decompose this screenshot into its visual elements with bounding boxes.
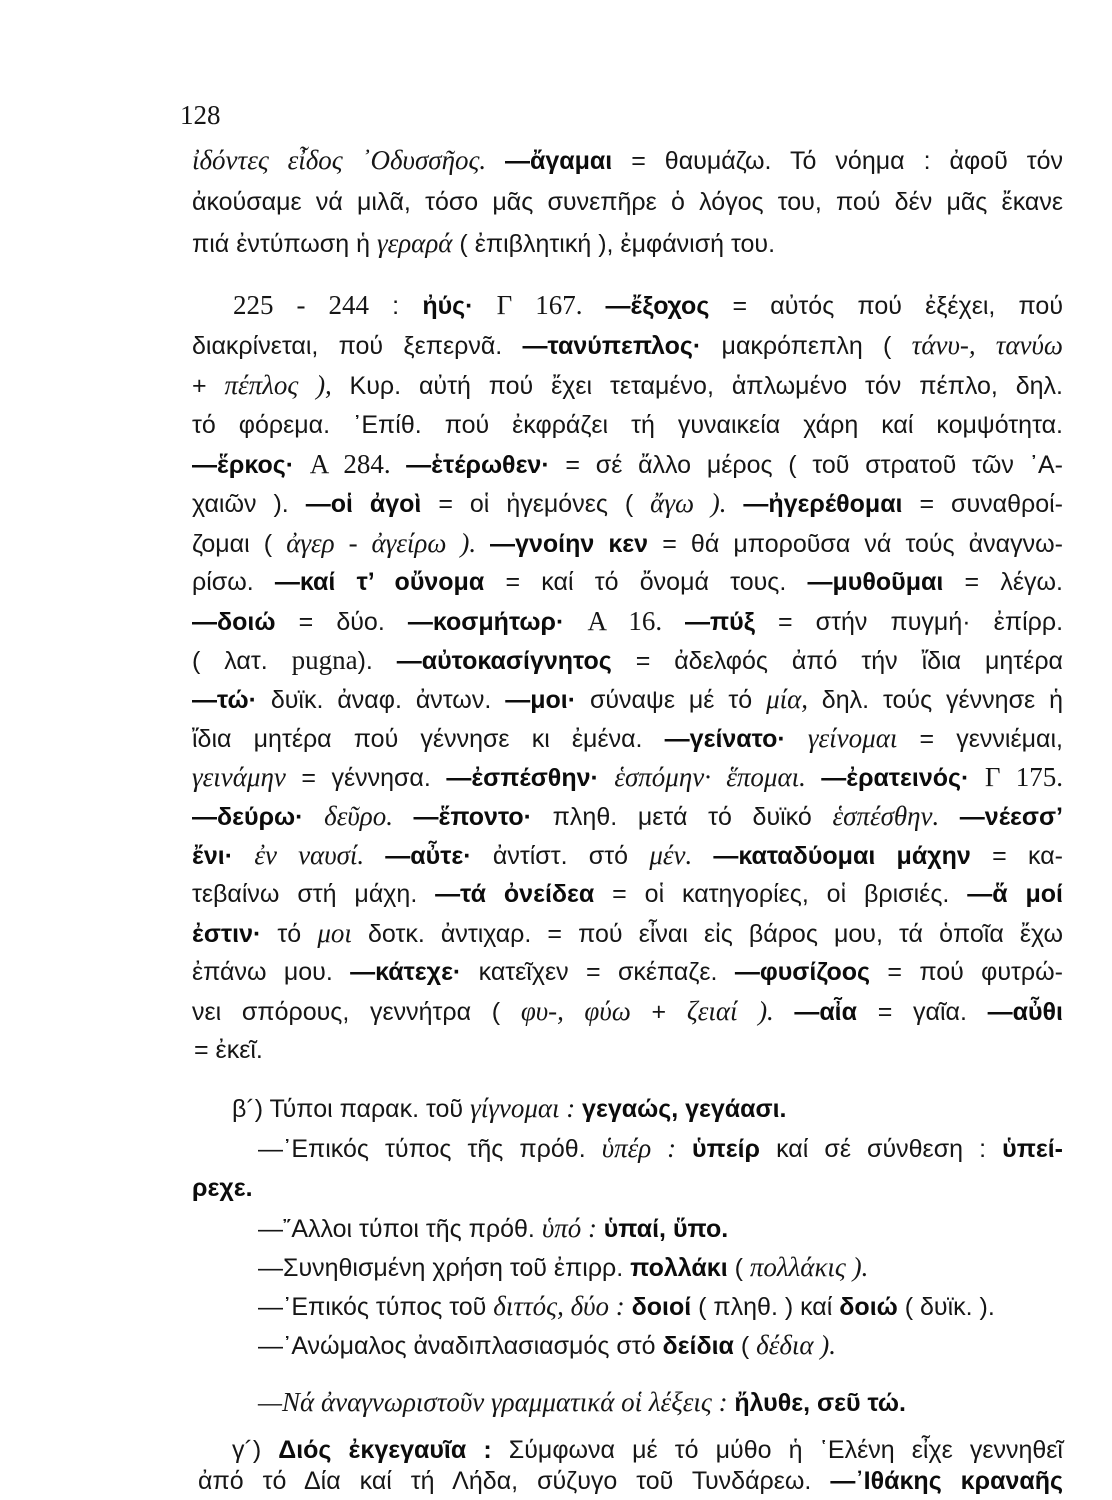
bold-term: γεγαώς, γεγάασι. (582, 1095, 787, 1123)
bold-term: ὑπεί- (1002, 1135, 1063, 1163)
regular-text: πιά ἐντύπωση ἡ (192, 230, 377, 258)
regular-text: = καί τό ὄνομά τους. (484, 568, 808, 596)
text-line (192, 799, 1063, 834)
page-number: 128 (180, 100, 221, 130)
bold-term: —ἠγερέθομαι (743, 490, 903, 518)
regular-text: ( δυϊκ. ). (897, 1293, 995, 1321)
text-line (192, 1171, 1063, 1205)
bold-term: δοιώ (839, 1293, 898, 1321)
bold-term: δοιοί (631, 1293, 692, 1321)
regular-text: πληθ. μετά τό δυϊκό (532, 803, 833, 831)
italic-text: πέπλος ), (224, 370, 350, 400)
bold-term: —αἶα (794, 998, 857, 1026)
bold-term: ὑπαί, ὕπο. (603, 1215, 729, 1243)
italic-text: ἀγερ - ἀγείρω ). (286, 528, 491, 558)
bold-term: —τά ὀνείδεα (435, 880, 595, 908)
bold-term: ἔνι· (192, 842, 255, 870)
text-line (192, 143, 1063, 178)
bold-term: —κάτεχε· (350, 958, 462, 986)
bold-term: —ἕποντο· (413, 803, 532, 831)
regular-text: = δύο. (275, 608, 408, 636)
regular-text: + (192, 372, 225, 400)
regular-text: = συναθροί- (902, 490, 1064, 518)
text-line (258, 1250, 1063, 1285)
italic-text: μία, (766, 684, 822, 714)
regular-text: διακρίνεται, πού ξεπερνᾶ. (192, 332, 523, 360)
bold-term: —ἐσπέσθην· (446, 764, 615, 792)
italic-text: μοι (317, 918, 352, 948)
italic-text: διττός, δύο : (493, 1291, 632, 1321)
regular-text: τεβαίνω στή μάχη. (192, 880, 436, 908)
italic-text: δέδια ). (756, 1330, 837, 1360)
regular-text: δηλ. τούς γέννησε ἡ (821, 686, 1063, 714)
italic-text: ὑπέρ : (601, 1133, 693, 1163)
text-line (192, 486, 1063, 521)
italic-text: ἑσπόμην· ἕπομαι. (614, 762, 822, 792)
regular-text: ( (733, 1332, 757, 1360)
serif-text: Α 16. (587, 606, 686, 636)
bold-term: —αὖθι (987, 998, 1064, 1026)
bold-term: —κοσμήτωρ· (407, 608, 588, 636)
regular-text: ζομαι ( (192, 530, 287, 558)
serif-text: Α 284. (309, 449, 407, 479)
regular-text: νει σπόρους, γεννήτρα ( (192, 998, 521, 1026)
italic-text: πολλάκις ). (749, 1252, 869, 1282)
italic-text: ἑσπέσθην. (832, 801, 960, 831)
text-line (258, 1328, 1063, 1363)
serif-text: Γ 167. (496, 290, 606, 320)
regular-text: σύναψε μέ τό (576, 686, 767, 714)
regular-text: —᾿Επικός τύπος τῆς πρόθ. (258, 1135, 602, 1163)
text-line (192, 916, 1063, 951)
regular-text: = στήν πυγμή· ἐπίρρ. (754, 608, 1064, 636)
text-line (192, 682, 1063, 717)
regular-text: —Συνηθισμένη χρήση τοῦ ἐπιρρ. (258, 1254, 631, 1282)
italic-text: φυ-, φύω (520, 996, 631, 1026)
regular-text: = ἐκεῖ. (194, 1036, 263, 1064)
regular-text: = θαυμάζω. Τό νόημα : ἀφοῦ τόν (612, 147, 1064, 175)
italic-text: μέν. (649, 840, 714, 870)
regular-text: δοτκ. ἀντιχαρ. = πού εἶναι εἰς βάρος μου, τά ὁποῖα ἔχω (351, 920, 1064, 948)
bold-term: —᾿Ιθάκης κραναῆς (830, 1467, 1063, 1495)
text-line (192, 760, 1063, 795)
regular-text: = οἱ κατηγορίες, οἱ βρισιές. (594, 880, 968, 908)
italic-text: ἄγω ). (650, 488, 744, 518)
regular-text: = γέννησα. (285, 764, 447, 792)
regular-text: Σύμφωνα μέ τό μύθο ἡ ῾Ελένη εἶχε γεννηθεῖ (491, 1436, 1063, 1464)
italic-text: τάνυ-, τανύω (911, 330, 1063, 360)
text-line (192, 328, 1063, 363)
regular-text: μακρόπεπλη ( (721, 332, 912, 360)
regular-text: ( (727, 1254, 750, 1282)
italic-text: γίγνομαι : (470, 1093, 583, 1123)
regular-text: ἀντίστ. στό (471, 842, 650, 870)
regular-text: ( ἐπιβλητική ), ἐμφάνισή του. (452, 230, 776, 258)
italic-text: γεινάμην (192, 762, 286, 792)
text-line (258, 1211, 1063, 1246)
bold-term: —πύξ (685, 608, 755, 636)
regular-text: καί σέ σύνθεση : (760, 1135, 1003, 1163)
regular-text: : (368, 292, 423, 320)
regular-text: Κυρ. αὐτή πού ἔχει τεταμένο, ἁπλωμένο τόν πέπλο, δηλ. (349, 372, 1063, 400)
regular-text: = αὐτός πού ἐξέχει, πού (709, 292, 1064, 320)
regular-text: = σέ ἄλλο μέρος ( τοῦ στρατοῦ τῶν ᾿Α- (549, 451, 1064, 479)
bold-term: —ἕρκος· (192, 451, 310, 479)
bold-term: —μοι· (505, 686, 577, 714)
bold-term: —δεύρω· (192, 803, 325, 831)
text-line (232, 1091, 1063, 1126)
italic-text: ζειαί ). (686, 996, 795, 1026)
regular-text: ( πληθ. ) καί (691, 1293, 840, 1321)
regular-text: ἀπό τό Δία καί τή Λήδα, σύζυγο τοῦ Τυνδάρεω. (198, 1467, 831, 1495)
regular-text: β´) Τύποι παρακ. τοῦ (232, 1095, 471, 1123)
bold-term: —ἅ μοί (967, 880, 1063, 908)
bold-term: —καταδύομαι μάχην (713, 842, 971, 870)
bold-term: —νέεσσ’ (959, 803, 1063, 831)
bold-term: —δοιώ (192, 608, 276, 636)
regular-text: —᾿Επικός τύπος τοῦ (258, 1293, 494, 1321)
bold-term: —τώ· (192, 686, 257, 714)
bold-term: —φυσίζοος (734, 958, 870, 986)
bold-term: —τανύπεπλος· (522, 332, 722, 360)
text-line (198, 1464, 1063, 1498)
regular-text: = οἱ ἡγεμόνες ( (421, 490, 651, 518)
bold-term: —ἔξοχος (605, 292, 710, 320)
regular-text: = θά μποροῦσα νά τούς ἀναγνω- (648, 530, 1063, 558)
bold-term: —αὖτε· (385, 842, 472, 870)
bold-term: ὑπείρ (692, 1135, 761, 1163)
regular-text: ). (357, 647, 397, 675)
regular-text: ἴδια μητέρα πού γέννησε κι ἐμένα. (192, 725, 665, 753)
bold-term: —αὐτοκασίγνητος (396, 647, 612, 675)
italic-text: ὑπό : (541, 1213, 604, 1243)
italic-text: γεραρά (376, 228, 453, 258)
text-line (192, 226, 1063, 261)
text-line (192, 604, 1063, 639)
bold-term: ἤλυθε, σεῦ τώ. (734, 1389, 906, 1417)
text-line (194, 1033, 1063, 1067)
regular-text: = πού φυτρώ- (870, 958, 1063, 986)
text-line (258, 1289, 1063, 1324)
italic-text: δεῦρο. (324, 801, 414, 831)
text-line (192, 565, 1063, 599)
text-line (192, 838, 1063, 873)
bold-term: ρεχε. (192, 1174, 253, 1202)
regular-text: = κα- (970, 842, 1063, 870)
bold-term: —ἑτέρωθεν· (406, 451, 550, 479)
regular-text: = γεννιέμαι, (897, 725, 1063, 753)
regular-text: —᾿Ανώμαλος ἀναδιπλασιασμός στό (258, 1332, 663, 1360)
text-line (192, 955, 1063, 989)
regular-text: χαιῶν ). (192, 490, 306, 518)
text-line (192, 408, 1063, 442)
bold-term: ἐστιν· (192, 920, 262, 948)
bold-term: —καί τ’ οὔνομα (274, 568, 485, 596)
serif-text: Γ 175. (984, 762, 1064, 792)
regular-text: —῎Αλλοι τύποι τῆς πρόθ. (258, 1215, 542, 1243)
text-line (192, 721, 1063, 756)
text-line (192, 185, 1063, 219)
bold-term: —μυθοῦμαι (807, 568, 944, 596)
serif-text: pugna (291, 645, 358, 675)
bold-term: —ἐρατεινός· (821, 764, 985, 792)
text-line (192, 447, 1063, 482)
regular-text: τό (261, 920, 318, 948)
bold-term: —οἱ ἀγοὶ (305, 490, 422, 518)
bold-term: —ἄγαμαι (504, 147, 613, 175)
text-line (258, 1385, 1063, 1420)
regular-text: κατεῖχεν = σκέπαζε. (461, 958, 735, 986)
serif-text: 225 - 244 (233, 290, 369, 320)
regular-text: = γαῖα. (857, 998, 988, 1026)
text-line (192, 368, 1063, 403)
bold-term: πολλάκι (630, 1254, 728, 1282)
bold-term: —γνοίην κεν (490, 530, 649, 558)
italic-text: ἰδόντες εἶδος ᾿Οδυσσῆος. (192, 145, 505, 175)
regular-text: τό φόρεμα. ᾿Επίθ. πού ἐκφράζει τή γυναικεία χάρη καί κομψότητα. (192, 411, 1063, 439)
italic-text: —Νά ἀναγνωριστοῦν γραμματικά οἱ λέξεις : (258, 1387, 735, 1417)
regular-text: ρίσω. (192, 568, 275, 596)
bold-term: δείδια (662, 1332, 734, 1360)
text-line (192, 526, 1063, 561)
regular-text: ἐπάνω μου. (192, 958, 351, 986)
regular-text: = ἀδελφός ἀπό τήν ἴδια μητέρα (611, 647, 1063, 675)
text-line (233, 288, 1063, 323)
text-line (192, 643, 1063, 678)
text-line (192, 994, 1063, 1029)
bold-term: Διός ἐκγεγαυῖα : (278, 1436, 492, 1464)
regular-text: + (630, 998, 687, 1026)
bold-term: —γείνατο· (664, 725, 808, 753)
bold-term: ἠύς· (422, 292, 497, 320)
regular-text: δυϊκ. ἀναφ. ἀντων. (256, 686, 506, 714)
regular-text: γ´) (232, 1436, 279, 1464)
italic-text: γείνομαι (807, 723, 898, 753)
text-line (232, 1433, 1063, 1467)
regular-text: ἀκούσαμε νά μιλᾶ, τόσο μᾶς συνεπῆρε ὁ λόγος του, πού δέν μᾶς ἔκανε (192, 188, 1063, 216)
regular-text: = λέγω. (943, 568, 1064, 596)
italic-text: ἐν ναυσί. (254, 840, 386, 870)
text-line (192, 877, 1063, 911)
regular-text: ( λατ. (192, 647, 292, 675)
text-line (258, 1131, 1063, 1166)
